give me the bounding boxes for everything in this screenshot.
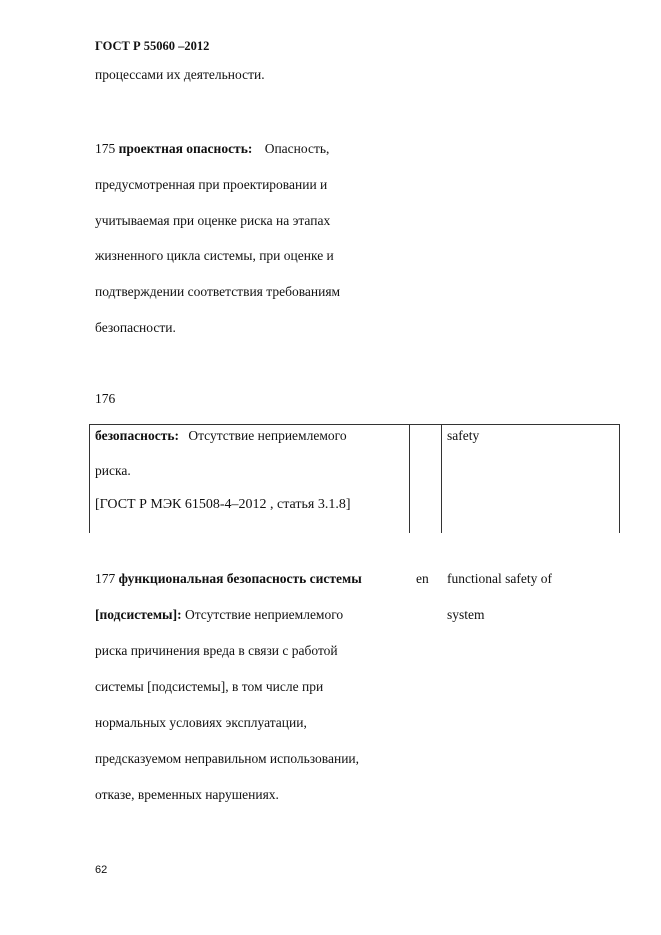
term-176-line: риска.: [95, 463, 131, 478]
term-175-line: учитываемая при оценке риска на этапах: [95, 213, 331, 228]
table-divider: [409, 425, 410, 533]
term-176-title: безопасность:: [95, 428, 179, 443]
term-177-title: функциональная безопасность системы: [118, 571, 362, 586]
term-177-line: риска причинения вреда в связи с работой: [95, 643, 338, 658]
table-border-right: [619, 425, 620, 533]
term-177-line: нормальных условиях эксплуатации,: [95, 715, 307, 730]
term-175-line: безопасности.: [95, 320, 176, 335]
term-177-english: functional safety of: [447, 571, 552, 586]
table-divider: [441, 425, 442, 533]
term-177-title-cont: [подсистемы]:: [95, 607, 182, 622]
term-177-lang: en: [416, 571, 429, 586]
term-175-title: проектная опасность:: [118, 141, 253, 156]
term-175-heading: [95, 140, 329, 158]
document-header: ГОСТ Р 55060 –2012: [95, 39, 210, 53]
term-175-definition-start: Опасность,: [264, 141, 330, 156]
term-175-line: жизненного цикла системы, при оценке и: [95, 248, 334, 263]
term-175-number: 175: [95, 141, 116, 156]
page-number: 62: [95, 864, 108, 876]
term-177-line: предсказуемом неправильном использовании,: [95, 751, 360, 766]
term-177-heading-line2: [95, 606, 343, 624]
term-177-definition-start: Отсутствие неприемлемого: [184, 607, 344, 622]
term-177-english-cont: system: [447, 607, 485, 622]
continuation-line: процессами их деятельности.: [95, 67, 265, 82]
term-176-english: safety: [447, 428, 480, 443]
term-175-line: подтверждении соответствия требованиям: [95, 284, 341, 299]
term-176-definition-start: Отсутствие неприемлемого: [188, 428, 347, 443]
table-border-left: [89, 425, 90, 533]
term-175-line: предусмотренная при проектировании и: [95, 177, 328, 192]
term-177-line: системы [подсистемы], в том числе при: [95, 679, 324, 694]
term-177-number: 177: [95, 571, 116, 586]
term-177-heading: [95, 570, 362, 588]
term-176-reference: [ГОСТ Р МЭК 61508-4–2012 , статья 3.1.8]: [95, 497, 351, 512]
term-176-heading: [95, 427, 347, 445]
term-176-number: 176: [95, 391, 116, 406]
term-177-line: отказе, временных нарушениях.: [95, 787, 279, 802]
